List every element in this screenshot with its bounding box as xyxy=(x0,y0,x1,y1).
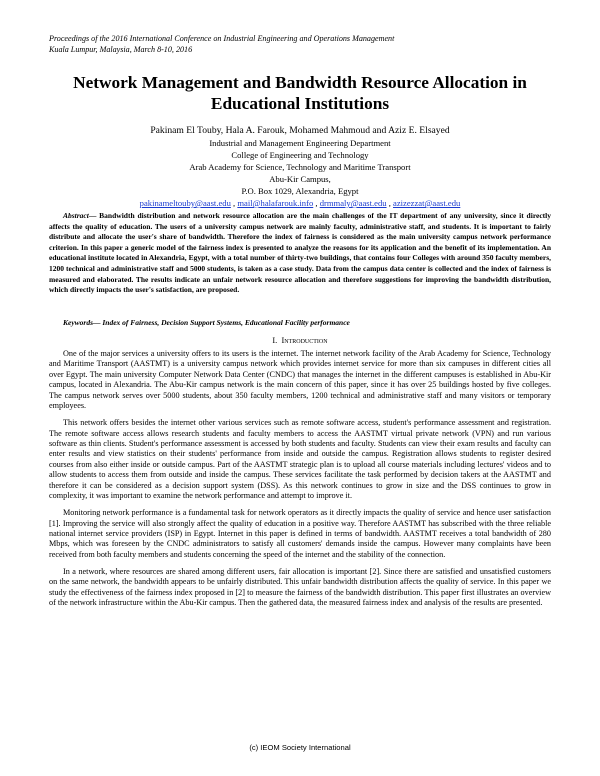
email-link[interactable]: mail@halafarouk.info xyxy=(237,198,314,208)
email-link[interactable]: pakinameltouby@aast.edu xyxy=(139,198,231,208)
conference-location-line: Kuala Lumpur, Malaysia, March 8-10, 2016 xyxy=(49,44,193,54)
email-separator: , xyxy=(230,198,238,208)
email-separator: , xyxy=(386,198,394,208)
proceedings-header xyxy=(49,34,559,55)
email-link[interactable]: drmmaly@aast.edu xyxy=(319,198,387,208)
abstract-label: Abstract xyxy=(63,211,89,220)
affiliation-line: College of Engineering and Technology xyxy=(231,150,369,160)
paragraph: This network offers besides the internet other various services such as remote software access, student's performance assessment and registration. The remote software access allows research students and faculty members to access the AASTMT virtual private network (VPN) and run various software as thin clients. Student's performance assessment is accessed by both students and faculty. Students can view their exam results and faculty can enter results and view statistics on their students' performance from inside and outside the campus. Registration allows students to register desired courses from also either inside or outside campus. Part of the AASTMT strategic plan is to upload all course materials including lectures' videos and to allow students to access them from outside and inside the campus. These services facilitate the task performed by decision takers at the AASTMT and therefore it can be considered as a decision support system (DSS). As this network continues to grow in size and the DSS continues to grow in complexity, it was important to examine the network performance and attempt to improve it. xyxy=(49,418,551,501)
email-separator: , xyxy=(313,198,320,208)
proceedings-line: Proceedings of the 2016 International Conference on Industrial Engineering and Operations Management xyxy=(49,34,395,43)
affiliation-line: Abu-Kir Campus, xyxy=(269,174,331,184)
section-heading xyxy=(49,335,551,347)
paragraph: In a network, where resources are shared among different users, fair allocation is important [2]. Since there are satisfied and unsatisfied customers on the same network, the bandwidth appears to be unfairly distributed. This unfair bandwidth distribution affects the quality of service. In this paper we study the effectiveness of the fairness index proposed in [2] to measure the fairness of the bandwidth distribution. This paper first illustrates an overview of the network infrastructure within the Abu-Kir campus. Then the gathered data, the measured fairness index and analysis of the results are presented. xyxy=(49,566,551,608)
body-text xyxy=(49,349,551,615)
paragraph: One of the major services a university offers to its users is the internet. The internet network facility of the Arab Academy for Science, Technology and Maritime Transport (AASTMT) is a university campus network which provides internet service for more than six campuses in different cities all over Egypt. The main university Computer Network Data Center (CNDC) that manages the internet in the different campuses is established in Abu-Kir campus, located in Alexandria. The Abu-Kir campus network is the main concern of this paper, since it has over 25 buildings hosted by five colleges. The campus network serves over 5000 students, about 350 faculty members, 1200 technical and administrative staff and many visitors or temporary employees. xyxy=(49,349,551,411)
section-number: I. xyxy=(272,336,278,345)
abstract xyxy=(49,211,551,296)
email-list xyxy=(40,197,560,209)
author-list: Pakinam El Touby, Hala A. Farouk, Mohamed Mahmoud and Aziz E. Elsayed xyxy=(150,125,450,136)
affiliation-line: P.O. Box 1029, Alexandria, Egypt xyxy=(241,186,359,196)
section-title: Introduction xyxy=(281,336,328,345)
title-line: Network Management and Bandwidth Resource Allocation in xyxy=(73,73,527,92)
page-footer: (c) IEOM Society International xyxy=(249,743,351,752)
paper-title xyxy=(40,72,560,114)
keywords: Keywords— Index of Fairness, Decision Support Systems, Educational Facility performance xyxy=(63,318,350,327)
author-block xyxy=(40,124,560,209)
title-line: Educational Institutions xyxy=(210,94,390,113)
email-link[interactable]: azizezzat@aast.edu xyxy=(393,198,461,208)
paragraph: Monitoring network performance is a fundamental task for network operators as it directly impacts the quality of service and hence user satisfaction [1]. Improving the service will also strongly affect the quality of education in a positive way. Therefore AASTMT has subscribed with the three reliable national internet service providers (ISP) in Egypt. Internet in this paper is defined in terms of bandwidth. AASTMT receives a total bandwidth of 280 Mbps, which was foreseen by the CNDC administrators to satisfy all customers' demands inside the campus. However many complaints have been received from both faculty members and students concerning the speed of the internet and the stability of the connection. xyxy=(49,508,551,559)
affiliation-line: Arab Academy for Science, Technology and Maritime Transport xyxy=(189,162,411,172)
abstract-text: — Bandwidth distribution and network resource allocation are the main challenges of the IT department of any university, since it directly affects the quality of education. The users of a university campus network are mainly faculty, administrative staff, and students. It is important to fairly distribute and allocate the user's share of bandwidth. Therefore the index of fairness is considered as the main university campus network performance criterion. In this paper a generic model of the fairness index is presented to analyze the reasons for its application and the benefit of its implementation. An educational institute located in Alexandria, Egypt, with a total number of thirty-two buildings, that contains four Colleges with around 350 faculty members, 1200 technical and administrative staff and 5000 students, is taken as a case study. Data from the campus data center is collected and the index of fairness is measured and elaborated. The results indicate an unfair network resource allocation and therefore suggestions for improving the bandwidth distribution, which directly impacts the user's satisfaction, are proposed. xyxy=(49,211,551,295)
affiliation-line: Industrial and Management Engineering Department xyxy=(209,138,391,148)
